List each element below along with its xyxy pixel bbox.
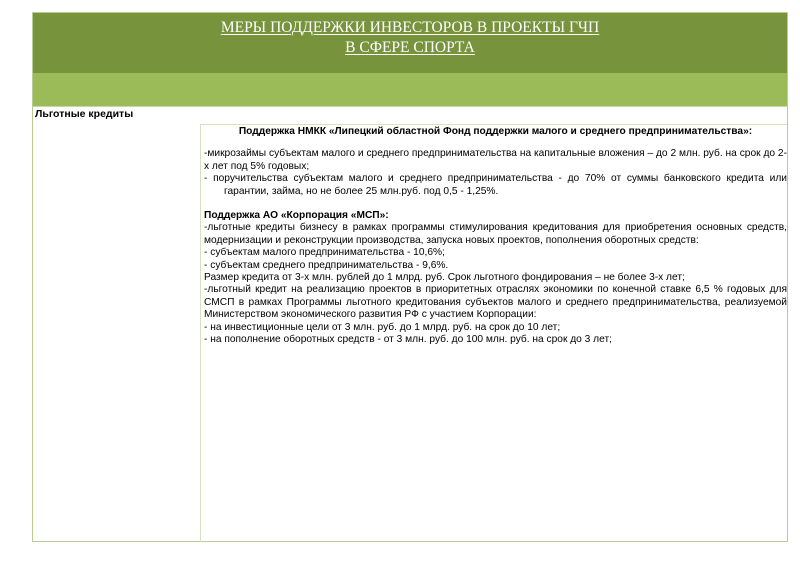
block2-heading: Поддержка АО «Корпорация «МСП»:: [204, 210, 389, 222]
slide-frame: [32, 12, 788, 542]
block1-paragraph-1: -микрозаймы субъектам малого и среднего предпринимательства на капитальные вложения – до 2 млн. руб. на срок до 2-х лет под 5% годовых;: [204, 148, 787, 172]
category-label: Льготные кредиты: [35, 108, 134, 120]
block2-paragraph-4: Размер кредита от 3-х млн. рублей до 1 млрд. руб. Срок льготного фондирования – не более 3-х лет;: [204, 272, 685, 284]
header-band: [33, 73, 787, 106]
block1-heading: Поддержка НМКК «Липецкий областной Фонд поддержки малого и среднего предпринимательства»:: [238, 126, 753, 137]
row-divider: [33, 106, 787, 107]
block2-paragraph-2: - субъектам малого предпринимательства - 10,6%;: [204, 247, 445, 259]
cell-left-border: [200, 124, 201, 542]
cell-top-border: [200, 124, 787, 125]
title-line-1: МЕРЫ ПОДДЕРЖКИ ИНВЕСТОРОВ В ПРОЕКТЫ ГЧП: [220, 19, 600, 36]
support-content: [204, 126, 787, 347]
title-line-2: В СФЕРЕ СПОРТА: [345, 39, 475, 56]
block2-paragraph-3: - субъектам среднего предпринимательства - 9,6%.: [204, 259, 449, 271]
block2-paragraph-7: - на пополнение оборотных средств - от 3 млн. руб. до 100 млн. руб. на срок до 3 лет;: [204, 334, 612, 346]
block2-paragraph-1: -льготные кредиты бизнесу в рамках программы стимулирования кредитования для приобретения основных средств, модернизации и реконструкции производства, запуска новых проектов, пополнения оборотных средств:: [204, 222, 787, 246]
block1-paragraph-2: - поручительства субъектам малого и среднего предпринимательства - до 70% от суммы банковского кредита или гарантии, займа, но не более 25 млн.руб. под 0,5 - 1,25%.: [204, 173, 787, 197]
slide-header: [33, 13, 787, 73]
block2-paragraph-6: - на инвестиционные цели от 3 млн. руб. до 1 млрд. руб. на срок до 10 лет;: [204, 321, 561, 333]
spacer: [204, 198, 787, 210]
block2-paragraph-5: -льготный кредит на реализацию проектов в приоритетных отраслях экономики по конечной ставке 6,5 % годовых для СМСП в рамках Программы льготного кредитования субъектов малого и среднего предпринимательства, реализуемой Министерством экономического развития РФ с участием Корпорации:: [204, 284, 787, 321]
